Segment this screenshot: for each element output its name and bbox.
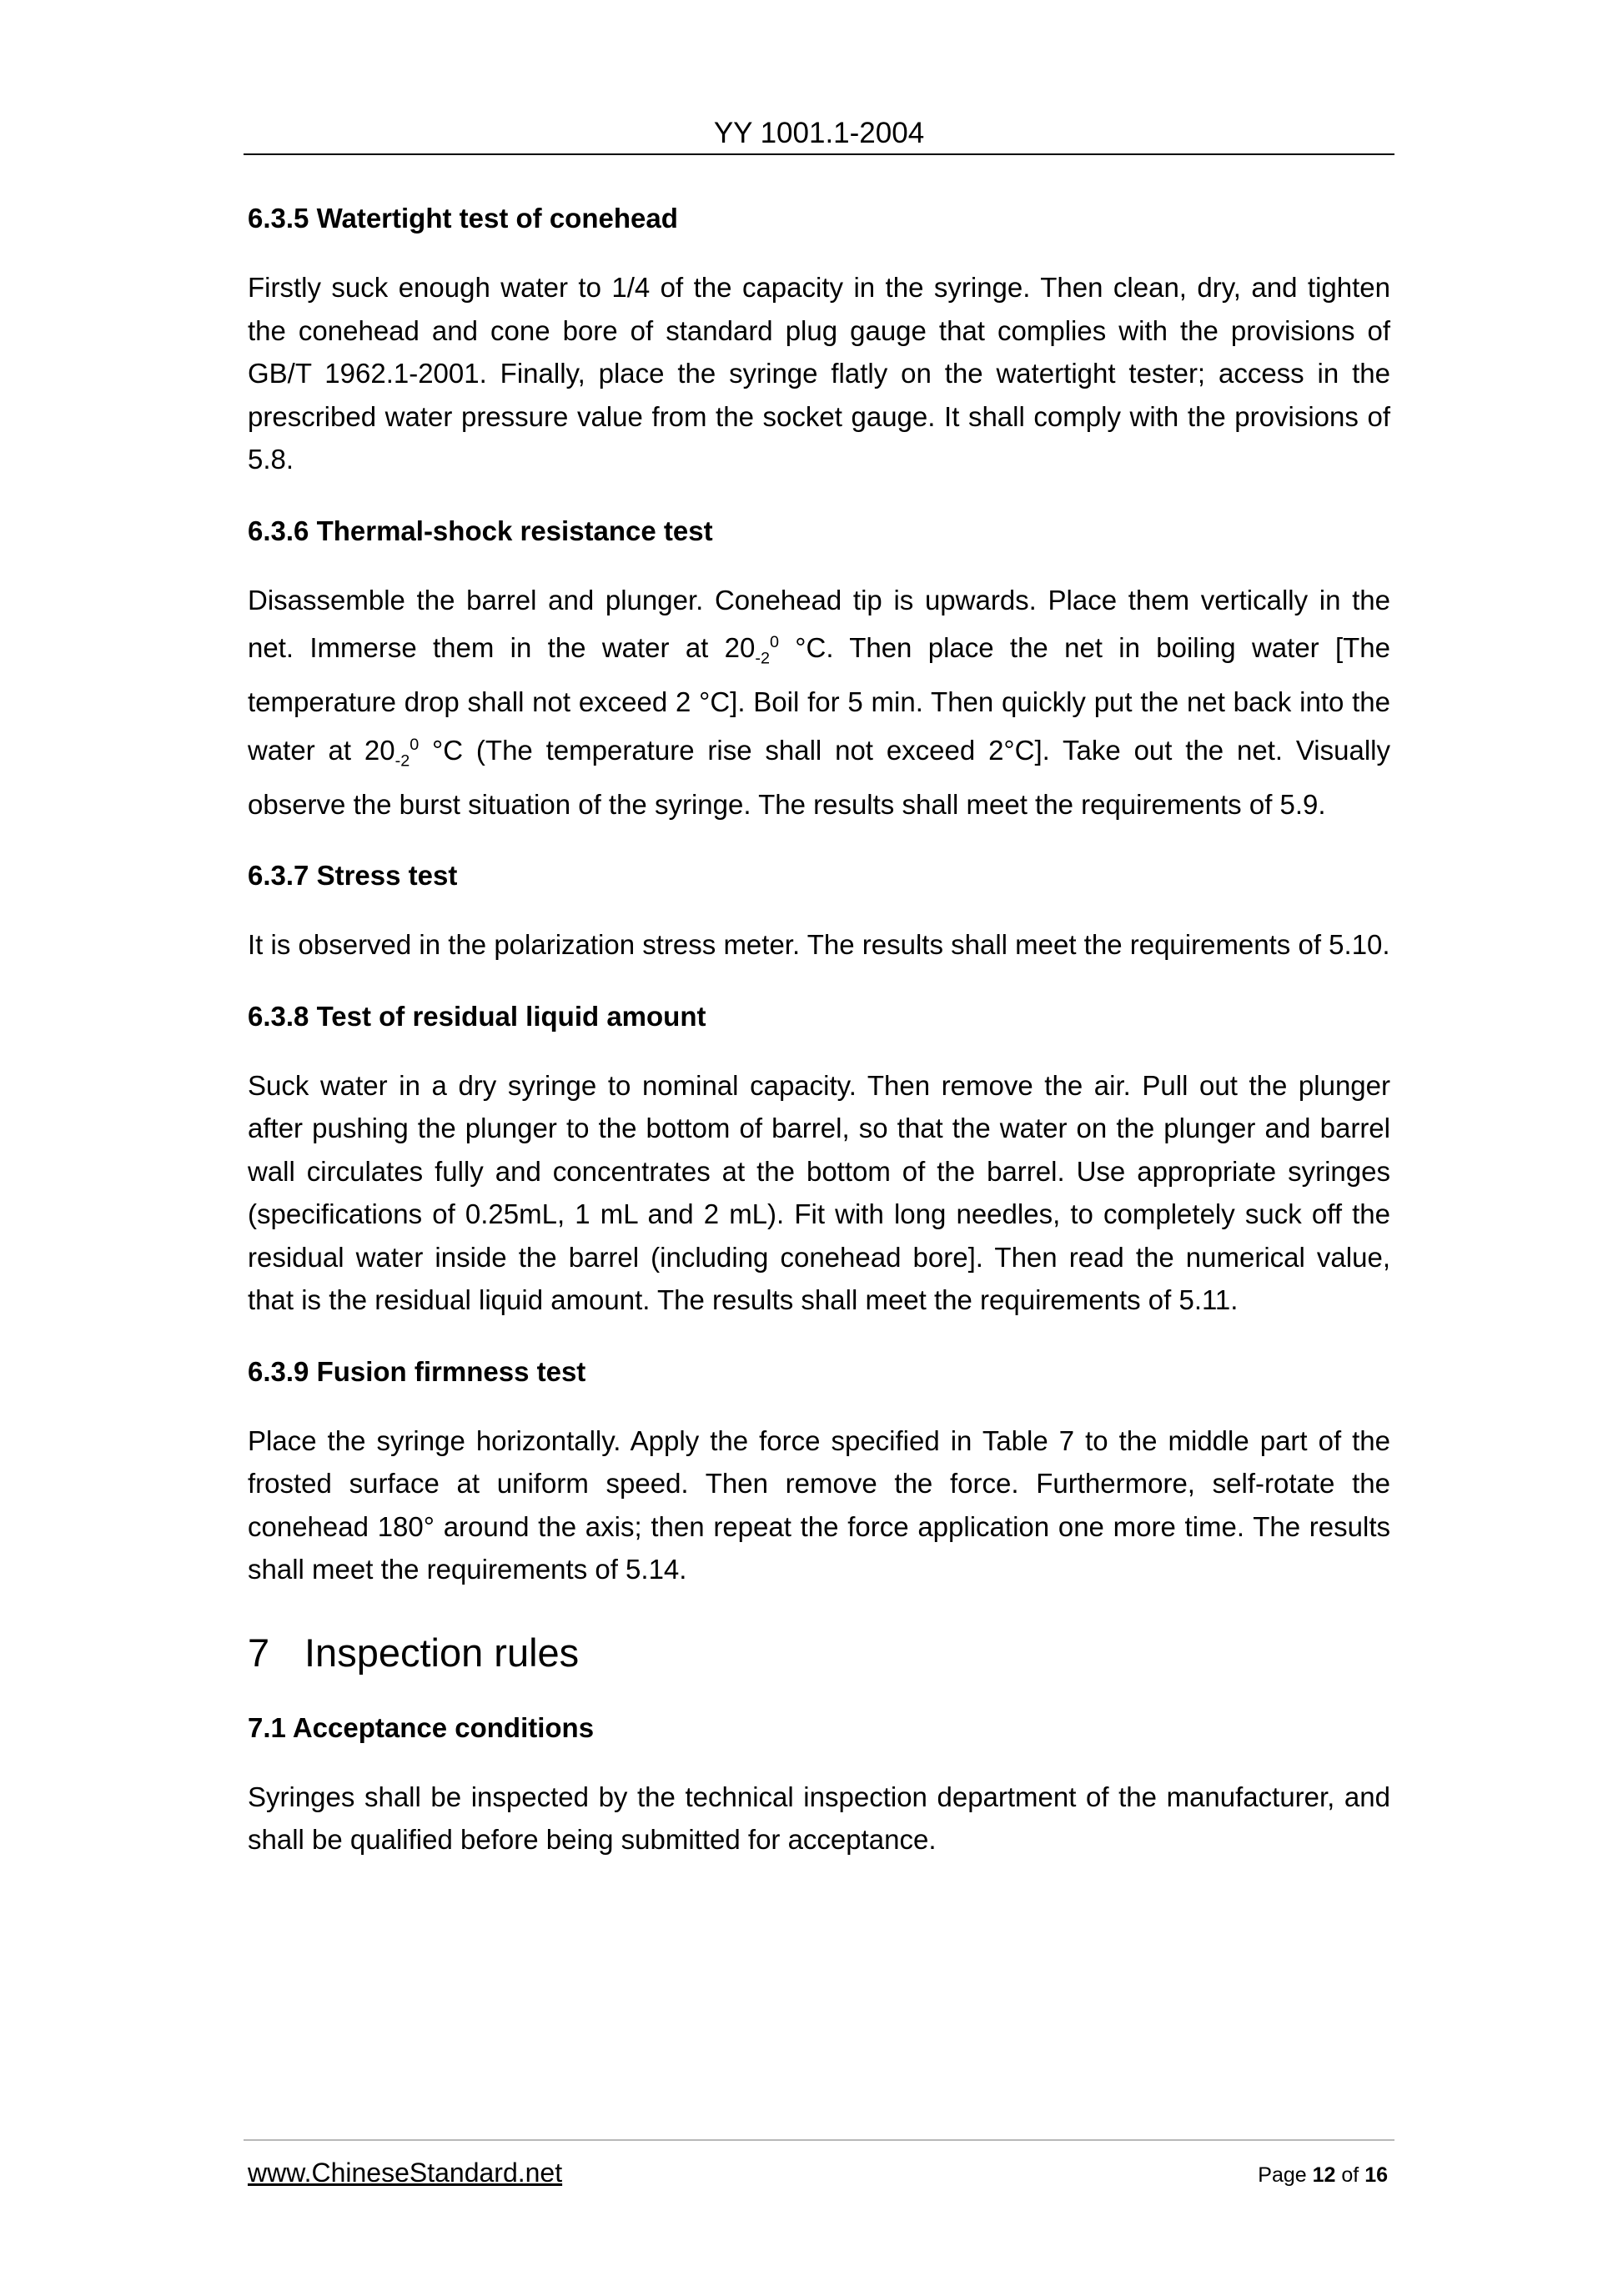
section-heading-6-3-8: 6.3.8 Test of residual liquid amount — [248, 1000, 706, 1032]
section-body-6-3-8: Suck water in a dry syringe to nominal capacity. Then remove the air. Pull out the plunger after pushing the plunger to the bottom of barrel, so that the water on the plunger and barrel wall circulates fully and concentrates at the bottom of the barrel. Use appropriate syringes (specifications of 0.25mL, 1 mL and 2 mL). Fit with long needles, to completely suck off the residual water inside the barrel (including conehead bore]. Then read the numerical value, that is the residual liquid amount. The results shall meet the requirements of 5.11. — [248, 1069, 1390, 1316]
section-heading-6-3-6: 6.3.6 Thermal-shock resistance test — [248, 515, 713, 546]
section-body-7-1: Syringes shall be inspected by the technical inspection department of the manufacturer, and shall be qualified before being submitted for acceptance. — [248, 1781, 1390, 1856]
section-heading-6-3-5: 6.3.5 Watertight test of conehead — [248, 203, 678, 234]
footer-site-link[interactable]: www.ChineseStandard.net — [248, 2158, 563, 2188]
chapter-number: 7 — [248, 1630, 270, 1675]
section-heading-6-3-9: 6.3.9 Fusion firmness test — [248, 1355, 586, 1387]
section-body-6-3-7: It is observed in the polarization stress meter. The results shall meet the requirements of 5.10. — [248, 929, 1390, 961]
section-heading-6-3-7: 6.3.7 Stress test — [248, 860, 458, 892]
section-body-6-3-6: Disassemble the barrel and plunger. Conehead tip is upwards. Place them vertically in the net. Immerse them in the water at $20_{-2}^0$ °C. Then place the net in boiling water [The temperature drop shall not exceed 2 °C]. Boil for 5 min. Then quickly put the net back into the water at $20_{-2}^0$ °C (The temperature rise shall not exceed 2°C]. Take out the net. Visually observe the burst situation of the syringe. The results shall meet the requirements of 5.9. — [248, 584, 1390, 820]
chapter-title: Inspection rules — [304, 1630, 580, 1675]
footer-page-number: Page 12 of 16 — [1258, 2163, 1388, 2187]
document-code-header: YY 1001.1-2004 — [713, 117, 925, 149]
section-body-6-3-5: Firstly suck enough water to 1/4 of the capacity in the syringe. Then clean, dry, and tighten the conehead and cone bore of standard plug gauge that complies with the provisions of GB/T 1962.1-2001. Finally, place the syringe flatly on the watertight tester; access in the prescribed water pressure value from the socket gauge. It shall comply with the provisions of 5.8. — [248, 272, 1390, 475]
header-rule — [244, 153, 1394, 155]
footer-rule — [244, 2139, 1394, 2141]
page-content — [248, 197, 1390, 1890]
chapter-heading — [248, 1628, 1390, 1678]
section-heading-7-1: 7.1 Acceptance conditions — [248, 1711, 595, 1743]
section-body-6-3-9: Place the syringe horizontally. Apply the force specified in Table 7 to the middle part of the frosted surface at uniform speed. Then remove the force. Furthermore, self-rotate the conehead 180° around the axis; then repeat the force application one more time. The results shall meet the requirements of 5.14. — [248, 1424, 1390, 1585]
